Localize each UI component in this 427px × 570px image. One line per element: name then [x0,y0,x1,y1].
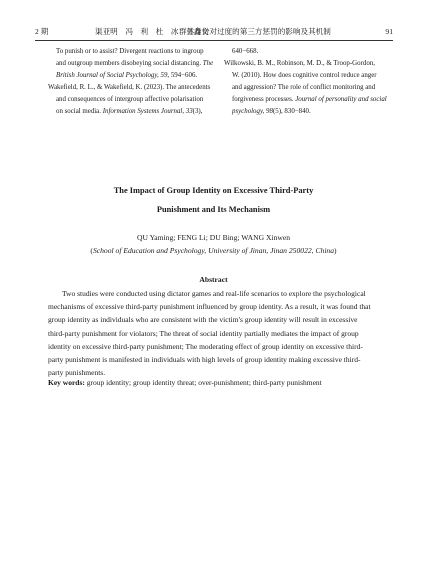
reference-text: Information Systems Journal, 33 [102,108,193,115]
abstract-line: party punishment is manifested in individuals with high levels of group identity making excessive third- [48,354,361,364]
reference-line [48,106,214,118]
reference-text: The [202,60,214,67]
reference-text: and consequences of intergroup affective polarisation [56,96,204,103]
paper-title-line-1: The Impact of Group Identity on Excessive Third-Party [113,186,314,195]
reference-line [224,82,396,94]
reference-line [48,58,214,70]
reference-text: W. (2010). How does cognitive control reduce anger [232,72,377,79]
keywords [48,376,398,389]
author-list: QU Yaming; FENG Li; DU Bing; WANG Xinwen [136,233,290,242]
abstract-body [48,287,398,379]
paper-title-line-2: Punishment and Its Mechanism [156,205,271,214]
affiliation-close-paren: ) [334,246,337,255]
abstract-line: party punishments. [48,368,106,378]
reference-text: (5), 830−840. [272,108,311,115]
reference-text: psychology, 98 [232,108,273,115]
reference-text: and outgroup members disobeying social distancing. [56,60,203,67]
abstract-line: Two studies were conducted using dictator games and real-life scenarios to explore the psychological [62,289,366,298]
reference-line [224,106,396,118]
issue-number: 2 期 [35,27,49,36]
reference-text: Wakefield, R. L., & Wakefield, K. (2023). The antecedents [48,84,211,91]
reference-line [224,70,396,82]
references-left-column [48,46,214,118]
affiliation-open-paren: ( [90,246,93,255]
references-right-column [224,46,396,118]
keywords-text: group identity; group identity threat; over-punishment; third-party punishment [84,378,322,387]
reference-text: Journal of personality and social [295,96,387,103]
page-number: 91 [385,27,393,36]
reference-text: To punish or to assist? Divergent reactions to ingroup [56,48,204,55]
affiliation [0,244,427,257]
reference-line [48,46,214,58]
keywords-label: Key words: [48,378,85,387]
abstract-line: identity on excessive third-party punishment; The moderating effect of group identity on excessive third- [48,341,363,351]
abstract-heading: Abstract [199,275,228,284]
reference-text: forgiveness processes. [232,96,296,103]
reference-line [48,70,214,82]
affiliation-text: School of Education and Psychology, University of Jinan, Jinan 250022, China [92,246,335,255]
header-rule [35,40,393,41]
abstract-line: mechanisms of excessive third-party punishment influenced by group identity. As a result, it was found that [48,302,371,312]
reference-line [224,58,396,70]
running-head-title: 群体身份对过度的第三方惩罚的影响及其机制 [179,27,331,36]
reference-text: British Journal of Social Psychology, 59 [56,72,168,79]
reference-line [48,94,214,106]
reference-text: 640−668. [232,48,259,55]
abstract-line: group identity as individuals who are consistent with the victim's group identity will result in excessive [48,315,358,325]
reference-text: , 594−606. [167,72,198,79]
running-head [35,25,393,39]
reference-line [224,46,396,58]
reference-text: and aggression? The role of conflict monitoring and [232,84,376,91]
running-head-authors: 渠亚明 冯 利 杜 冰 王鑫文 [95,27,209,36]
abstract-line: third-party punishment for violators; The threat of social identity partially mediates the impact of group [48,328,359,338]
reference-text: on social media. [56,108,103,115]
reference-text: Wilkowski, B. M., Robinson, M. D., & Troop-Gordon, [224,60,375,67]
reference-line [224,94,396,106]
reference-text: (3), [192,108,203,115]
reference-line [48,82,214,94]
